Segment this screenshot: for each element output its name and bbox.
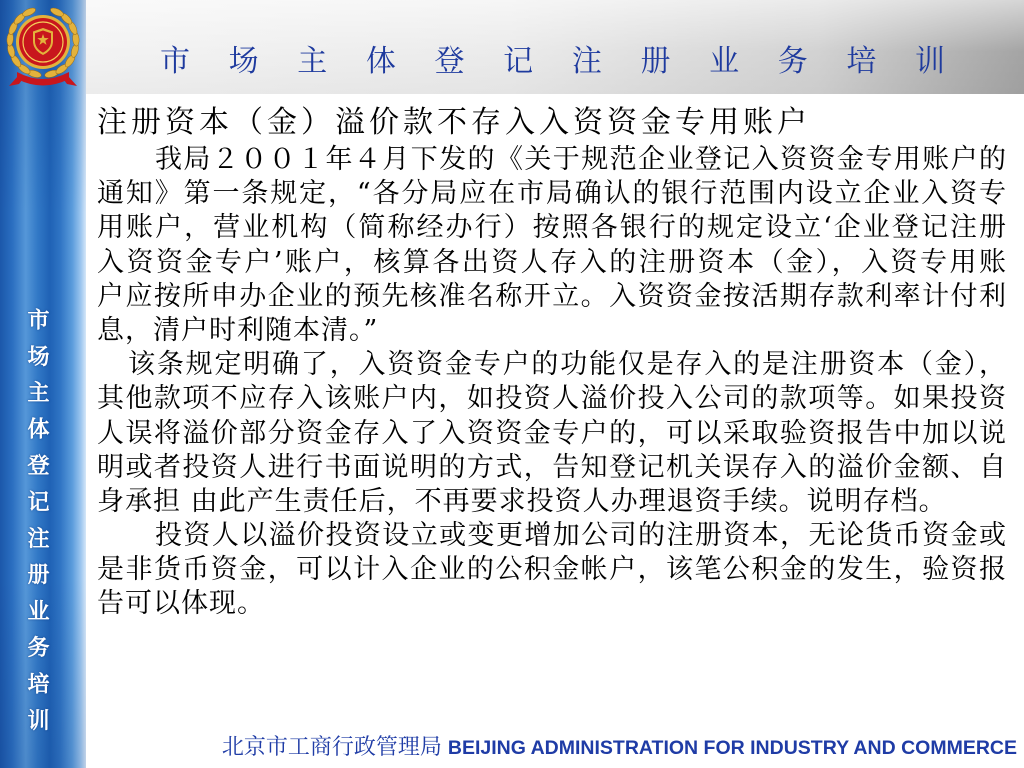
paragraph-3 <box>97 519 1007 622</box>
emblem-ribbon <box>17 72 69 86</box>
sidebar-vertical-title: 市场主体登记注册业务培训 <box>24 308 50 745</box>
paragraph-line: 明或者投资人进行书面说明的方式，告知登记机关误存入的溢价金额、自 <box>97 451 1007 483</box>
industry-commerce-emblem-icon <box>1 0 85 92</box>
paragraph-line: 告可以体现。 <box>97 588 265 620</box>
slide-heading: 注册资本（金）溢价款不存入入资资金专用账户 <box>97 105 811 140</box>
header-band <box>86 0 1024 94</box>
left-sidebar <box>0 0 86 768</box>
wreath-leaf <box>21 6 36 18</box>
emblem-graphic <box>1 0 85 92</box>
paragraph-line: 用账户，营业机构（简称经办行）按照各银行的规定设立‘企业登记注册 <box>97 212 1007 244</box>
footer-organization <box>222 734 1017 762</box>
content-area <box>97 103 1007 622</box>
header-title: 市 场 主 体 登 记 注 册 业 务 培 训 <box>160 44 945 79</box>
paragraph-line: 身承担 由此产生责任后，不再要求投资人办理退资手续。说明存档。 <box>97 485 947 517</box>
footer-org-name-cn: 北京市工商行政管理局 <box>221 735 442 760</box>
paragraph-line: 投资人以溢价投资设立或变更增加公司的注册资本，无论货币资金或 <box>155 520 1007 552</box>
paragraph-line: 人误将溢价部分资金存入了入资资金专户的，可以采取验资报告中加以说 <box>97 417 1007 449</box>
paragraph-line: 入资资金专户’账户，核算各出资人存入的注册资本（金），入资专用账 <box>97 246 1007 278</box>
paragraph-line: 我局２００１年４月下发的《关于规范企业登记入资资金专用账户的 <box>155 144 1007 175</box>
paragraph-line: 其他款项不应存入该账户内，如投资人溢价投入公司的款项等。如果投资 <box>97 383 1007 415</box>
paragraph-line: 是非货币资金，可以计入企业的公积金帐户，该笔公积金的发生，验资报 <box>97 554 1007 586</box>
paragraph-2 <box>97 348 1007 519</box>
wreath-leaf <box>49 6 64 18</box>
paragraph-line: 户应按所申办企业的预先核准名称开立。入资资金按活期存款利率计付利 <box>97 280 1007 312</box>
paragraph-1 <box>97 143 1007 348</box>
paragraph-line: 通知》第一条规定，“各分局应在市局确认的银行范围内设立企业入资专 <box>97 178 1007 210</box>
paragraph-line: 息，清户时利随本清。” <box>97 314 379 346</box>
paragraph-line: 该条规定明确了，入资资金专户的功能仅是存入的是注册资本（金）， <box>128 349 1007 381</box>
footer-org-name-en: BEIJING ADMINISTRATION FOR INDUSTRY AND COMMERCE <box>447 737 1017 759</box>
